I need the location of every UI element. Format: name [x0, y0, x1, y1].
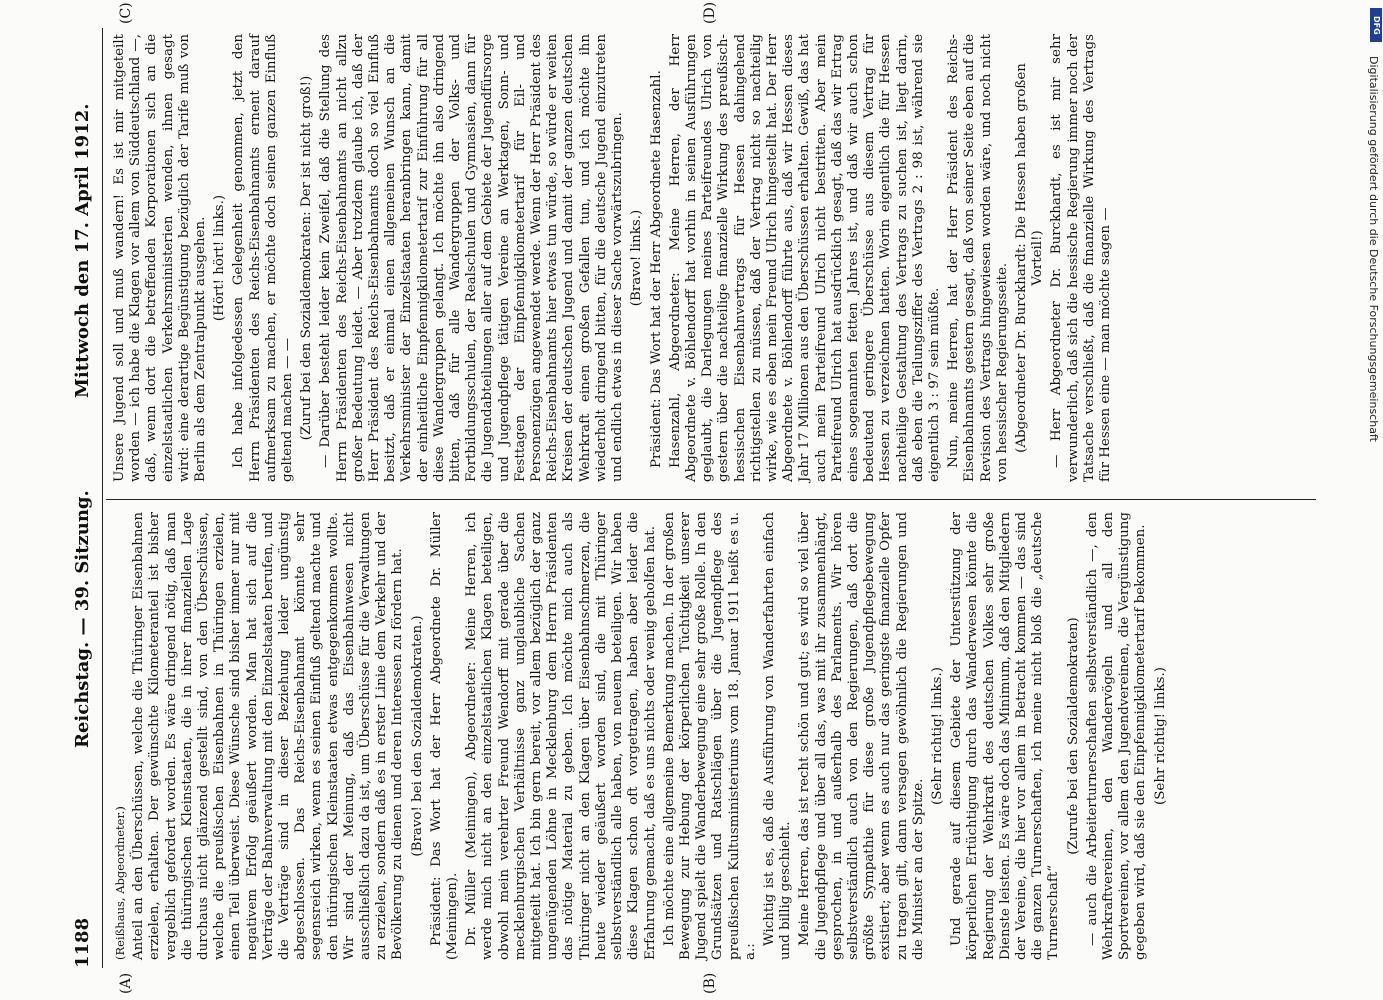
dfg-logo: DFG	[1370, 8, 1382, 42]
paragraph: Unsere Jugend soll und muß wandern! Es ist mir mitgeteilt worden — ich habe die Klagen vor allem von Süddeutschland —, daß, wenn dort die betreffenden Korporationen sich an die einzelstaatlichen Verkehrsministerien wenden, ihnen gesagt wird: eine derartige Begünstigung bezüglich der Tarife muß von Berlin als dem Zentralpunkt ausgehen.	[112, 34, 209, 482]
paragraph: Nun, meine Herren, hat der Herr Präsident des Reichs-Eisenbahnamts gestern gesagt, daß von seiner Seite eben auf die Revision des Vertrags hingewiesen worden wäre, und noch nicht von hessischer Regierungsseite.	[946, 34, 1010, 482]
paragraph: (Zuruf bei den Sozialdemokraten: Der ist nicht groß!)	[299, 75, 315, 441]
margin-letter-c: (C)	[118, 2, 134, 24]
margin-letter-a: (A)	[118, 972, 134, 994]
paragraph: (Zurufe bei den Sozialdemokraten)	[1065, 617, 1081, 855]
paragraph: — Herr Abgeordneter Dr. Burckhardt, es ist mir sehr verwunderlich, daß sich die hessische Regierung immer noch der Tatsache verschließt, daß die finanzielle Wirkung des Vertrags für Hessen eine — man möchte sagen —	[1049, 34, 1113, 482]
paragraph: (Bravo! bei den Sozialdemokraten.)	[409, 615, 425, 857]
paragraph: Meine Herren, das ist recht schön und gut; es wird so viel über die Jugendpflege und über all das, was mit ihr zusammenhängt, gesprochen, in und außerhalb des Parlaments. Wir hören selbstverständlich auch von den Regierungen, daß dort die größte Sympathie für diese große Jugendpflegebewegung existiert; aber wenn es auch nur das geringste finanzielle Opfer zu tragen gilt, dann versagen gewöhnlich die Regierungen und die Minister an der Spitze.	[797, 512, 926, 960]
rotated-printed-sheet	[62, 1, 1342, 994]
paragraph: Präsident: Das Wort hat der Herr Abgeordnete Hasenzahl.	[648, 70, 664, 468]
digitization-credit	[1368, 8, 1382, 988]
paragraph: (Hört! hört! links.)	[212, 194, 228, 322]
margin-letter-d: (D)	[702, 1, 718, 24]
paragraph: Dr. Müller (Meiningen), Abgeordneter: Meine Herren, ich werde mich nicht an den einzelstaatlichen Klagen beteiligen, obwohl mein verehrter Freund Wendorff mit gerade über die mecklenburgischen Verhältnisse ganz unglaubliche Sachen mitgeteilt hat. Ich bin gern bereit, vor allem bezüglich der ganz ungenügenden Löhne in Mecklenburg dem Herrn Präsidenten das nötige Material zu geben. Ich möchte mich auch als Thüringer nicht an den Klagen über Eisenbahnschmerzen, die heute wieder geäußert worden sind, die mit Thüringer selbstverständlich alle haben, von neuem beteiligen. Wir haben diese Klagen schon oft vorgetragen, haben aber leider die Erfahrung gemacht, daß es uns nichts oder wenig geholfen hat.	[464, 512, 658, 960]
paragraph: Anteil an den Überschüssen, welche die Thüringer Eisenbahnen erzielen, erhalten. Der gewünschte Kilometeranteil ist bisher vergeblich gefordert worden. Es wäre dringend nötig, daß man die thüringischen Kleinstaaten, die in ihrer finanziellen Lage durchaus nicht glänzend gestellt sind, von den Überschüssen, welche die preußischen Eisenbahnen in Thüringen erzielen, einen Teil überweist. Diese Wünsche sind bisher immer nur mit negativem Erfolg geäußert worden. Man hat sich auf die Verträge der Bahnverwaltung mit den Einzelstaaten berufen, und die Verträge sind in dieser Beziehung leider ungünstig abgeschlossen. Das Reichs-Eisenbahnamt könnte sehr segensreich wirken, wenn es seinen Einfluß geltend machte und den thüringischen Kleinstaaten etwas entgegenkommen wollte. Wir sind der Meinung, daß das Eisenbahnwesen nicht ausschließlich dazu da ist, um Überschüsse für die Verwaltungen zu erzielen, sondern daß es in erster Linie dem Verkehr und der Bevölkerung zu dienen und deren Interessen zu fördern hat.	[131, 512, 406, 960]
left-column	[112, 512, 1172, 960]
paragraph: Hasenzahl, Abgeordneter: Meine Herren, der Herr Abgeordnete v. Böhlendorff hat vorhin in seinen Ausführungen geglaubt, die Darlegungen meines Parteifreundes Ulrich von gestern über die nachteilige finanzielle Wirkung des preußisch-hessischen Eisenbahnvertrags für Hessen dahingehend richtigstellen zu müssen, daß der Vertrag nicht so nachteilig wirke, wie es eben mein Freund Ulrich hingestellt hat. Der Herr Abgeordnete v. Böhlendorff führte aus, daß wir Hessen dieses Jahr 17 Millionen aus den Überschüssen erhalten. Gewiß, das hat auch mein Parteifreund Ulrich nicht bestritten. Aber mein Parteifreund Ulrich hat ausdrücklich gesagt, daß das wir Ertrag eines sogenannten fetten Jahres ist, und daß wir auch schon bedeutend geringere Überschüsse aus diesem Vertrag für Hessen zu verzeichnen hatten. Worin eigentlich die für Hessen nachteilige Gestaltung des Vertrags zu suchen ist, liegt darin, daß eben die Teilungsziffer des Vertrags 2 : 98 ist, während sie eigentlich 3 : 97 sein müßte.	[667, 34, 942, 482]
paragraph: Und gerade auf diesem Gebiete der Unterstützung der körperlichen Ertüchtigung durch das Wanderwesen könnte die Regierung der Wehrkraft des deutschen Volkes sehr große Dienste leisten. Es wäre doch das Minimum, daß den Mitgliedern der Vereine, die hier vor allem in Betracht kommen — das sind die ganzen Turnerschaften, ich meine nicht bloß die „deutsche Turnerschaft“	[949, 512, 1062, 960]
page-header	[62, 28, 102, 968]
paragraph: (Sehr richtig! links.)	[929, 667, 945, 805]
paragraph: Ich habe infolgedessen Gelegenheit genommen, jetzt den Herrn Präsidenten des Reichs-Eisenbahnamts ernent darauf aufmerksam zu machen, er möchte doch seinen ganzen Einfluß geltend machen — —	[231, 34, 296, 482]
paragraph: Ich möchte eine allgemeine Bemerkung machen. In der großen Bewegung zur Hebung der körperlichen Tüchtigkeit unserer Jugend spielt die Wanderbewegung eine sehr große Rolle. In den Grundsätzen und Ratschlägen über die Jugendpflege des preußischen Kultusministeriums vom 18. Januar 1911 heißt es u. a.:	[661, 512, 758, 960]
paragraph: Präsident: Das Wort hat der Herr Abgeordnete Dr. Müller (Meiningen).	[428, 512, 461, 960]
paragraph: (Bravo! links.)	[629, 209, 645, 307]
session-title: Reichstag. — 39. Sitzung.	[71, 490, 93, 748]
page-number: 1188	[71, 917, 93, 968]
paragraph: — Darüber besteht leider kein Zweifel, daß die Stellung des Herrn Präsidenten des Reichs-Eisenbahnamts an nicht allzu großer Bedeutung leidet. — Aber trotzdem glaube ich, daß der Herr Präsident des Reichs-Eisenbahnamts doch so viel Einfluß besitzt, daß er einmal einen allgemeinen Wunsch an die Verkehrsminister der Einzelstaaten heranbringen kann, damit der einheitliche Einpfennigkilometertarif zur Einführung für all diese Wandergruppen gelangt. Ich möchte ihn also dringend bitten, daß für alle Wandergruppen der Volks- und Fortbildungsschulen, der Realschulen und Gymnasien, dann für die Jugendabteilungen aller auf dem Gebiete der Jugendfürsorge und Jugendpflege tätigen Vereine an Werktagen, Sonn- und Festtagen der Einpfennigkilometertarif für Eil- und Personenzügen angewendet werde. Wenn der Herr Präsident des Reichs-Eisenbahnamts hier etwas tun würde, so würde er weiten Kreisen der deutschen Jugend und damit der ganzen deutschen Wehrkraft einen großen Gefallen tun, und ich möchte ihn wiederholt dringend bitten, für die deutsche Jugend einzutreten und endlich etwas in dieser Sache vorwärtszubringen.	[318, 34, 626, 482]
right-column	[112, 34, 1117, 482]
column-divider	[106, 499, 1316, 500]
session-date: Mittwoch den 17. April 1912.	[71, 103, 93, 398]
margin-letter-b: (B)	[702, 972, 718, 994]
paragraph: Wichtig ist es, daß die Ausführung von Wanderfahrten einfach und billig geschieht.	[761, 512, 794, 960]
credit-text: Digitalisierung gefördert durch die Deutsche Forschungsgemeinschaft	[1367, 56, 1380, 442]
paragraph: — auch die Arbeiterturnerschaften selbstverständlich —, den Wehrkraftvereinen, den Wandervögeln und all den Sportvereinen, vor allem den Jugendvereinen, die Vergünstigung gegeben wird, daß sie den Einpfennigkilometertarif bekommen.	[1084, 512, 1149, 960]
paragraph: (Sehr richtig! links.)	[1152, 667, 1168, 805]
paragraph: (Abgeordneter Dr. Burckhardt: Die Hessen haben großen Vorteil!)	[1013, 63, 1046, 453]
paragraph: (Reißhaus, Abgeordneter.)	[113, 806, 127, 960]
header-rule	[102, 28, 103, 968]
